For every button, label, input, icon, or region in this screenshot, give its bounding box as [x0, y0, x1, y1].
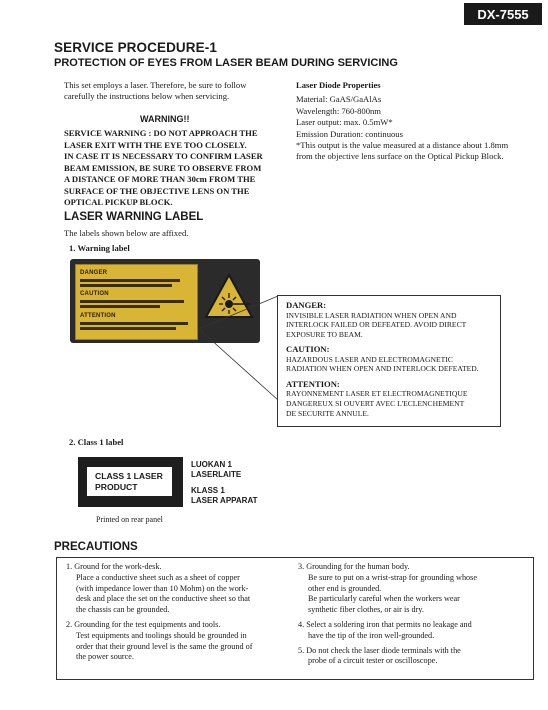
precaution-head: 3. Grounding for the human body.	[298, 562, 410, 571]
precaution-head: 4. Select a soldering iron that permits no leakage and	[298, 619, 472, 629]
laser-prop-line: Material: GaAS/GaAlAs	[296, 94, 382, 105]
caution-line: RADIATION WHEN OPEN AND INTERLOCK DEFEATED.	[286, 364, 479, 374]
class1-translation-line: KLASS 1	[191, 486, 225, 495]
label-word-attention: ATTENTION	[80, 313, 116, 319]
precaution-item	[66, 562, 291, 616]
danger-block	[286, 300, 500, 339]
labels-intro: The labels shown below are affixed.	[64, 228, 189, 238]
danger-title: DANGER:	[286, 300, 327, 310]
intro-line: carefully the instructions below when servicing.	[64, 91, 230, 102]
precaution-line: desk and place the set on the conductive sheet so that	[76, 594, 251, 604]
precaution-line: synthetic fiber clothes, or air is dry.	[308, 605, 424, 615]
precautions-right-column	[298, 562, 530, 671]
label-word-caution: CAUTION	[80, 291, 109, 297]
laser-prop-line: Laser output: max. 0.5mW*	[296, 117, 393, 128]
precaution-head: 1. Ground for the work-desk.	[66, 562, 162, 571]
attention-line: DE SECURITE ANNULE.	[286, 408, 369, 418]
class1-label-image	[78, 457, 183, 507]
service-warning-line: A DISTANCE OF MORE THAN 30cm FROM THE	[64, 174, 256, 184]
class1-line: CLASS 1 LASER	[95, 471, 163, 481]
precaution-line: order that their ground level is the same the ground of	[76, 641, 253, 651]
laser-prop-line: *This output is the value measured at a distance about 1.8mm	[296, 140, 509, 151]
service-warning-line: LASER EXIT WITH THE EYE TOO CLOSELY.	[64, 139, 247, 150]
danger-line: INTERLOCK FAILED OR DEFEATED. AVOID DIRECT	[286, 320, 467, 330]
attention-line: RAYONNEMENT LASER ET ELECTROMAGNETIQUE	[286, 389, 468, 399]
precaution-line: the chassis can be grounded.	[76, 605, 170, 615]
service-warning-line: IN CASE IT IS NECESSARY TO CONFIRM LASER	[64, 151, 263, 161]
service-warning-line: SERVICE WARNING : DO NOT APPROACH THE	[64, 128, 258, 138]
warning-heading: WARNING!!	[140, 114, 190, 124]
precaution-line: probe of a circuit tester or oscilloscope.	[308, 656, 438, 666]
precaution-line: Be sure to put on a wrist-strap for grounding whose	[308, 572, 477, 582]
caution-title: CAUTION:	[286, 344, 330, 355]
model-number: DX-7555	[477, 6, 529, 22]
danger-line: EXPOSURE TO BEAM.	[286, 329, 363, 339]
caution-block	[286, 344, 500, 374]
precautions-title: PRECAUTIONS	[54, 541, 138, 553]
precaution-item	[66, 620, 291, 663]
precautions-left-column	[66, 562, 291, 667]
precaution-line: Be particularly careful when the workers wear	[308, 594, 460, 604]
precaution-item	[298, 620, 530, 642]
warning-label-item: 1. Warning label	[69, 243, 130, 253]
precaution-line: the power source.	[76, 652, 134, 662]
precaution-line: (with impedance lower than 10 Mohm) on the work-	[76, 583, 249, 593]
label-text-callout	[277, 295, 501, 427]
class1-translation-line: LASERLAITE	[191, 470, 242, 479]
service-warning-line: OPTICAL PICKUP BLOCK.	[64, 197, 173, 207]
laser-prop-line: Emission Duration: continuous	[296, 128, 403, 139]
class1-label-text	[87, 467, 172, 496]
service-warning-line: BEAM EMISSION, BE SURE TO OBSERVE FROM	[64, 162, 262, 173]
class1-line: PRODUCT	[95, 482, 138, 492]
page-title: SERVICE PROCEDURE-1	[54, 40, 217, 55]
page-subtitle: PROTECTION OF EYES FROM LASER BEAM DURING SERVICING	[54, 57, 398, 69]
class1-label-item: 2. Class 1 label	[69, 437, 124, 447]
laser-props-title: Laser Diode Properties	[296, 80, 381, 90]
laser-prop-line: from the objective lens surface on the Optical Pickup Block.	[296, 151, 504, 162]
precaution-line: have the tip of the iron well-grounded.	[308, 630, 435, 640]
class1-translation-line: LUOKAN 1	[191, 460, 232, 469]
precaution-line: Place a conductive sheet such as a sheet of copper	[76, 572, 240, 582]
precaution-head: 5. Do not check the laser diode terminals with the	[298, 645, 461, 655]
class1-translation-line: LASER APPARAT	[191, 496, 258, 505]
attention-block	[286, 379, 500, 418]
precaution-line: other end is grounded.	[308, 583, 382, 593]
precaution-head: 2. Grounding for the test equipments and tools.	[66, 619, 221, 629]
precaution-line: Test equipments and toolings should be grounded in	[76, 630, 247, 640]
class1-translations	[191, 460, 258, 506]
laser-prop-line: Wavelength: 760-800nm	[296, 105, 381, 116]
laser-warning-label-title: LASER WARNING LABEL	[64, 211, 204, 223]
precautions-box	[56, 557, 534, 680]
precaution-item	[298, 646, 530, 668]
label-word-danger: DANGER	[80, 270, 108, 276]
caution-line: HAZARDOUS LASER AND ELECTROMAGNETIC	[286, 354, 453, 364]
class1-caption: Printed on rear panel	[96, 515, 163, 524]
service-warning-line: SURFACE OF THE OBJECTIVE LENS ON THE	[64, 185, 250, 196]
intro-line: This set employs a laser. Therefore, be sure to follow	[64, 80, 247, 90]
attention-line: DANGEREUX SI OUVERT AVEC L'ECLENCHEMENT	[286, 399, 465, 409]
precaution-item	[298, 562, 530, 616]
danger-line: INVISIBLE LASER RADIATION WHEN OPEN AND	[286, 310, 457, 320]
attention-title: ATTENTION:	[286, 378, 340, 389]
